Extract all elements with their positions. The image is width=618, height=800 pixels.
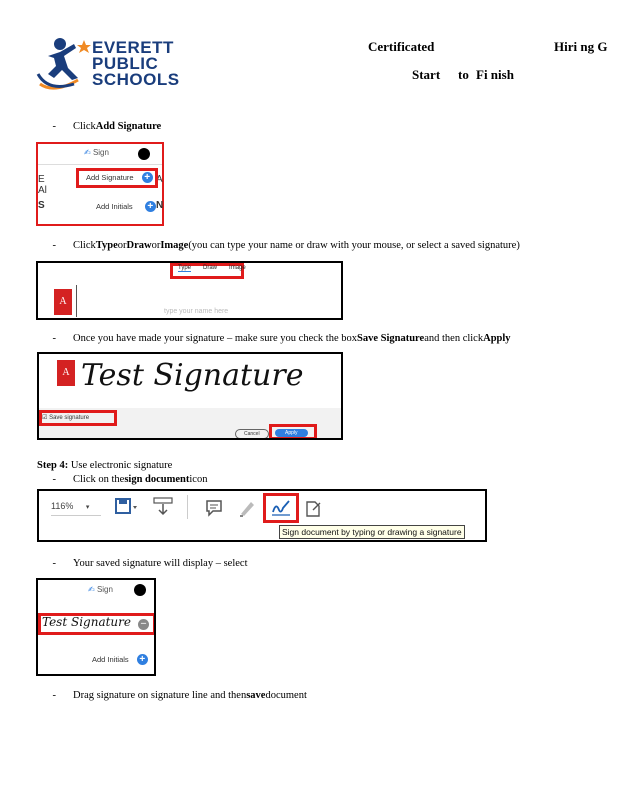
saved-signature-item[interactable]: Test Signature (42, 615, 131, 629)
adobe-logo-icon: A (57, 360, 75, 386)
instruction-type-draw-image: - Click Type or Draw or Image (you can type your name or draw with your mouse, or select a saved signature) (52, 240, 520, 251)
tab-image[interactable]: Image (229, 265, 246, 271)
checkbox-icon: ☑ (42, 415, 48, 421)
cancel-button[interactable]: Cancel (235, 429, 269, 439)
sign-label: Sign (96, 585, 113, 594)
sign-pen-icon: ✍ (84, 148, 91, 157)
zoom-select[interactable]: 116% ▾ (51, 501, 90, 511)
save-signature-checkbox[interactable]: ☑ Save signature (42, 415, 90, 421)
screenshot-toolbar (37, 489, 487, 542)
type-name-input[interactable]: type your name here (164, 308, 229, 315)
sign-document-icon[interactable] (270, 498, 292, 518)
subheader-to: to (458, 67, 469, 82)
screenshot-sign-menu: ✍ Sign E Al A Add Signature + S N Add Initials + (36, 142, 164, 226)
screenshot-signature-dialog (36, 261, 343, 320)
logo-line-1: EVERETT (92, 38, 174, 57)
step-4-heading: Step 4: Use electronic signature (37, 460, 173, 471)
black-dot-icon (134, 584, 146, 596)
logo (34, 34, 194, 98)
header-right: Hiri ng G (554, 39, 608, 54)
download-icon[interactable] (153, 497, 173, 519)
subheader-finish: Fi nish (476, 67, 514, 82)
instruction-sign-document-icon: - Click on the sign document icon (52, 474, 208, 485)
tab-draw[interactable]: Draw (203, 265, 218, 271)
subheader-start: Start (412, 67, 441, 82)
comment-icon[interactable] (205, 499, 223, 517)
header-left: Certificated (368, 39, 435, 54)
stamp-icon[interactable] (305, 498, 323, 518)
tab-type[interactable]: Type (178, 265, 192, 271)
black-dot-icon (138, 148, 150, 160)
remove-signature-icon[interactable]: – (138, 619, 149, 630)
runner-logo-icon (34, 34, 92, 98)
chevron-down-icon: ▾ (85, 504, 90, 511)
save-page-icon[interactable] (115, 497, 137, 517)
add-plus-icon: + (142, 172, 153, 183)
sign-label: Sign (92, 148, 109, 157)
adobe-logo-icon: A (54, 289, 72, 315)
sign-pen-icon: ✍ (88, 585, 95, 594)
add-initials-menu-item[interactable]: Add Initials + (92, 654, 148, 665)
add-plus-icon: + (137, 654, 148, 665)
instruction-save-apply: - Once you have made your signature – make sure you check the box Save Signature and then click Apply (52, 333, 511, 344)
instruction-add-signature: - Click Add Signature (52, 121, 162, 132)
instruction-saved-signature: - Your saved signature will display – select (52, 558, 248, 569)
logo-line-2: PUBLIC (92, 54, 159, 73)
add-signature-menu-item[interactable]: Add Signature + (86, 172, 153, 183)
sign-document-tooltip: Sign document by typing or drawing a signature (279, 525, 465, 539)
add-initials-menu-item[interactable]: Add Initials + (96, 201, 156, 212)
logo-line-3: SCHOOLS (92, 70, 180, 89)
signature-preview: Test Signature (81, 358, 304, 393)
apply-button[interactable]: Apply (275, 429, 308, 437)
highlight-pen-icon[interactable] (237, 498, 257, 518)
screenshot-saved-signature (36, 578, 156, 676)
add-plus-icon: + (145, 201, 156, 212)
screenshot-save-apply (37, 352, 343, 440)
instruction-drag-save: - Drag signature on signature line and then save document (52, 690, 307, 701)
